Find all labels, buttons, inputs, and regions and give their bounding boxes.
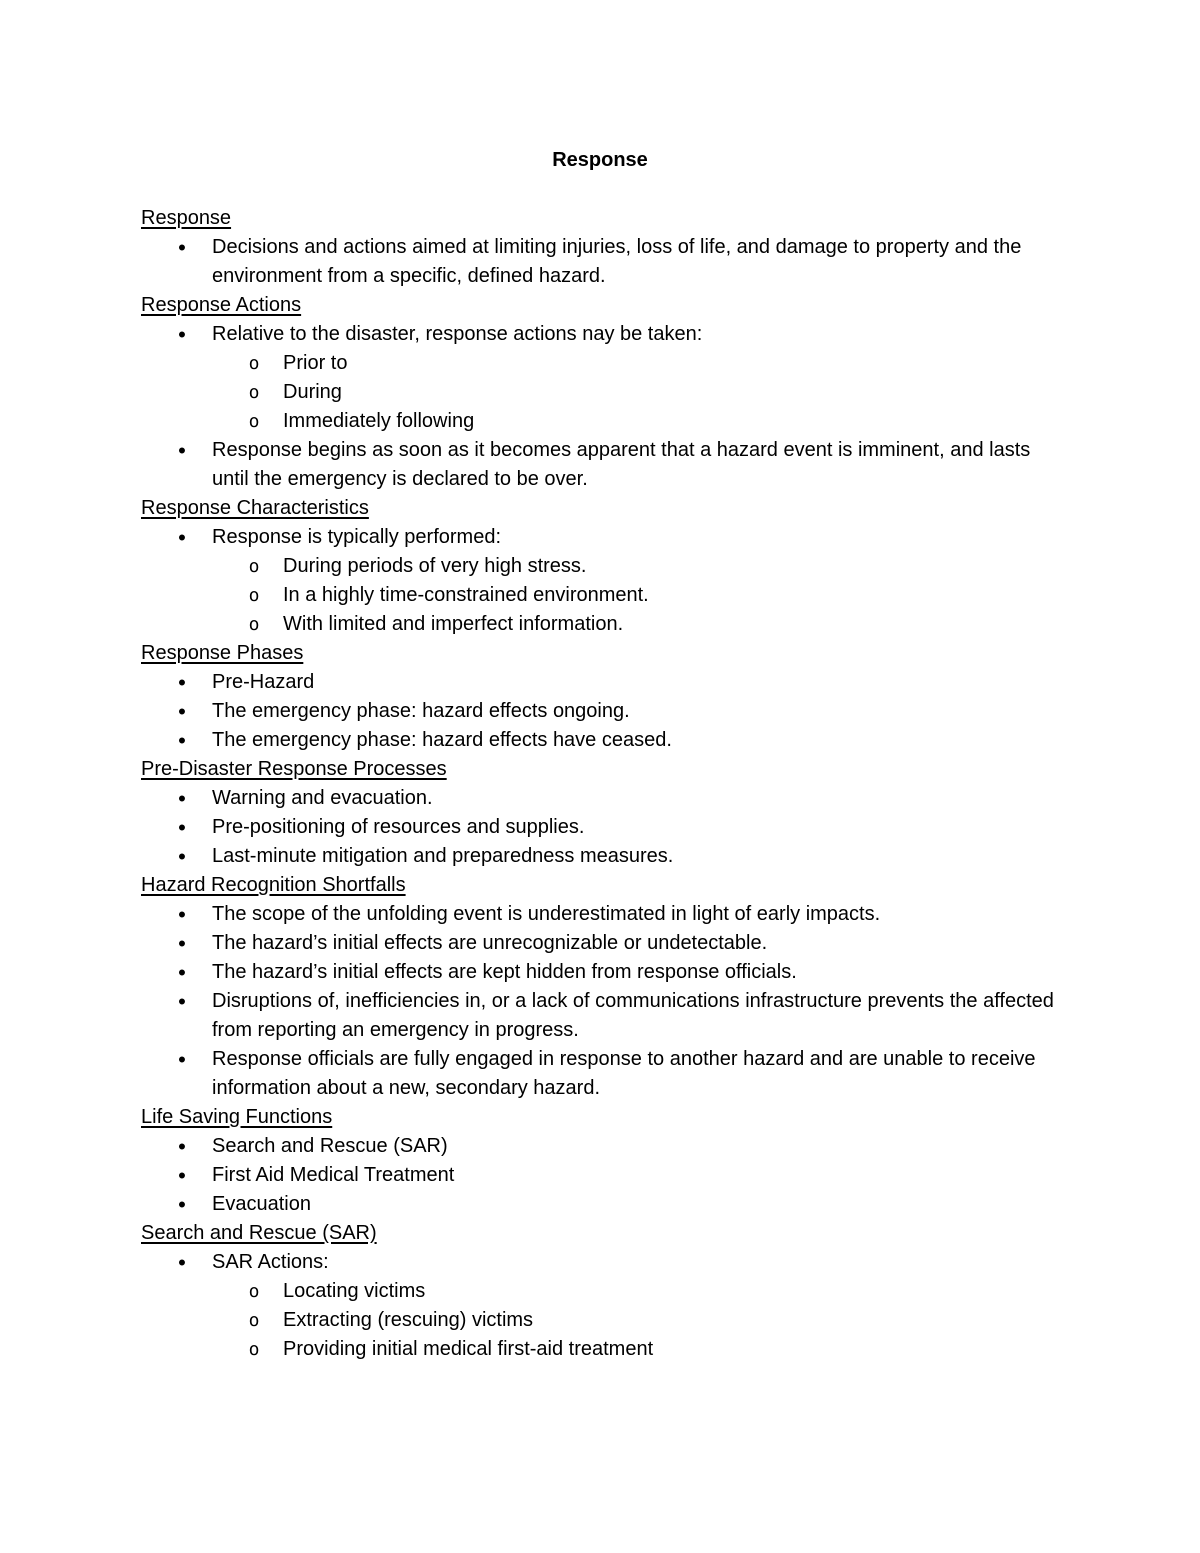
- sub-list-item-text: With limited and imperfect information.: [283, 613, 624, 635]
- sub-list-item: [212, 1335, 1061, 1364]
- circle-bullet-icon: o: [248, 353, 260, 374]
- circle-bullet-icon: o: [248, 585, 260, 606]
- section-heading: Pre-Disaster Response Processes: [141, 758, 447, 780]
- bullet-icon: •: [178, 1047, 186, 1072]
- bullet-icon: •: [178, 844, 186, 869]
- list-item-text: The emergency phase: hazard effects have ceased.: [212, 729, 672, 751]
- sub-list-item: [212, 378, 1061, 407]
- list-item: [141, 436, 1061, 494]
- list-item: [141, 842, 1061, 871]
- section: [141, 291, 1061, 494]
- list-item: [141, 784, 1061, 813]
- section: [141, 1219, 1061, 1364]
- bullet-icon: •: [178, 728, 186, 753]
- bullet-icon: •: [178, 525, 186, 550]
- section: [141, 494, 1061, 639]
- document-body: [141, 204, 1061, 1364]
- sub-list-item-text: Providing initial medical first-aid treatment: [283, 1338, 654, 1360]
- bullet-icon: •: [178, 989, 186, 1014]
- list-item: [141, 813, 1061, 842]
- list-item-text: Evacuation: [212, 1193, 311, 1215]
- list-item-text: The scope of the unfolding event is underestimated in light of early impacts.: [212, 903, 881, 925]
- bullet-icon: •: [178, 322, 186, 347]
- list-item: [141, 1161, 1061, 1190]
- list-item: [141, 233, 1061, 291]
- list-item: [141, 697, 1061, 726]
- list-item-text: Decisions and actions aimed at limiting injuries, loss of life, and damage to property and the environment from a specific, defined hazard.: [212, 236, 1022, 287]
- bullet-icon: •: [178, 670, 186, 695]
- list-item: [141, 900, 1061, 929]
- bullet-icon: •: [178, 960, 186, 985]
- document-title: Response: [552, 149, 648, 171]
- sub-list-item: [212, 1277, 1061, 1306]
- bullet-icon: •: [178, 1134, 186, 1159]
- list-item: [141, 1248, 1061, 1364]
- list-item: [141, 987, 1061, 1045]
- bullet-icon: •: [178, 815, 186, 840]
- section-heading: Life Saving Functions: [141, 1106, 333, 1128]
- list-item: [141, 958, 1061, 987]
- list-item: [141, 1045, 1061, 1103]
- sub-list-item-text: Extracting (rescuing) victims: [283, 1309, 534, 1331]
- sub-list-item-text: Immediately following: [283, 410, 475, 432]
- list-item-text: First Aid Medical Treatment: [212, 1164, 455, 1186]
- section-heading: Response Actions: [141, 294, 302, 316]
- bullet-icon: •: [178, 699, 186, 724]
- circle-bullet-icon: o: [248, 556, 260, 577]
- section-heading: Response Characteristics: [141, 497, 369, 519]
- sub-list-item: [212, 581, 1061, 610]
- list-item-text: Response begins as soon as it becomes apparent that a hazard event is imminent, and lasts until the emergency is declared to be over.: [212, 439, 1031, 490]
- bullet-icon: •: [178, 902, 186, 927]
- list-item-text: Last-minute mitigation and preparedness measures.: [212, 845, 674, 867]
- sub-list-item-text: Prior to: [283, 352, 348, 374]
- section: [141, 1103, 1061, 1219]
- circle-bullet-icon: o: [248, 382, 260, 403]
- sub-list-item-text: In a highly time-constrained environment.: [283, 584, 649, 606]
- list-item: [141, 523, 1061, 639]
- list-item-text: Response officials are fully engaged in response to another hazard and are unable to receive information about a new, secondary hazard.: [212, 1048, 1036, 1099]
- sub-list-item: [212, 407, 1061, 436]
- bullet-icon: •: [178, 1250, 186, 1275]
- section: [141, 204, 1061, 291]
- bullet-list: [141, 1132, 1061, 1219]
- list-item-text: The emergency phase: hazard effects ongoing.: [212, 700, 630, 722]
- section-heading: Response: [141, 207, 232, 229]
- sub-list-item-text: Locating victims: [283, 1280, 426, 1302]
- list-item-text: Response is typically performed:: [212, 526, 502, 548]
- list-item: [141, 668, 1061, 697]
- circle-bullet-icon: o: [248, 411, 260, 432]
- bullet-icon: •: [178, 1192, 186, 1217]
- bullet-list: [141, 320, 1061, 494]
- bullet-list: [141, 523, 1061, 639]
- bullet-icon: •: [178, 235, 186, 260]
- section: [141, 639, 1061, 755]
- list-item-text: The hazard’s initial effects are unrecognizable or undetectable.: [212, 932, 768, 954]
- bullet-list: [141, 784, 1061, 871]
- bullet-icon: •: [178, 931, 186, 956]
- bullet-icon: •: [178, 786, 186, 811]
- list-item-text: SAR Actions:: [212, 1251, 329, 1273]
- list-item-text: Pre-Hazard: [212, 671, 315, 693]
- list-item-text: Disruptions of, inefficiencies in, or a lack of communications infrastructure prevents the affected from reporting an emergency in progress.: [212, 990, 1054, 1041]
- sub-list-item: [212, 552, 1061, 581]
- bullet-list: [141, 1248, 1061, 1364]
- list-item: [141, 320, 1061, 436]
- section-heading: Search and Rescue (SAR): [141, 1222, 377, 1244]
- bullet-list: [141, 668, 1061, 755]
- bullet-icon: •: [178, 1163, 186, 1188]
- section: [141, 871, 1061, 1103]
- circle-bullet-icon: o: [248, 614, 260, 635]
- bullet-list: [141, 900, 1061, 1103]
- sub-bullet-list: [212, 1277, 1061, 1364]
- circle-bullet-icon: o: [248, 1310, 260, 1331]
- list-item: [141, 929, 1061, 958]
- circle-bullet-icon: o: [248, 1339, 260, 1360]
- list-item-text: Warning and evacuation.: [212, 787, 433, 809]
- list-item: [141, 1132, 1061, 1161]
- list-item-text: The hazard’s initial effects are kept hidden from response officials.: [212, 961, 797, 983]
- sub-bullet-list: [212, 349, 1061, 436]
- sub-list-item: [212, 349, 1061, 378]
- section-heading: Hazard Recognition Shortfalls: [141, 874, 406, 896]
- sub-list-item: [212, 1306, 1061, 1335]
- sub-list-item-text: During: [283, 381, 342, 403]
- bullet-list: [141, 233, 1061, 291]
- list-item-text: Pre-positioning of resources and supplies.: [212, 816, 585, 838]
- sub-bullet-list: [212, 552, 1061, 639]
- section: [141, 755, 1061, 871]
- section-heading: Response Phases: [141, 642, 304, 664]
- circle-bullet-icon: o: [248, 1281, 260, 1302]
- list-item: [141, 1190, 1061, 1219]
- list-item-text: Relative to the disaster, response actions nay be taken:: [212, 323, 703, 345]
- sub-list-item: [212, 610, 1061, 639]
- sub-list-item-text: During periods of very high stress.: [283, 555, 587, 577]
- list-item: [141, 726, 1061, 755]
- list-item-text: Search and Rescue (SAR): [212, 1135, 448, 1157]
- bullet-icon: •: [178, 438, 186, 463]
